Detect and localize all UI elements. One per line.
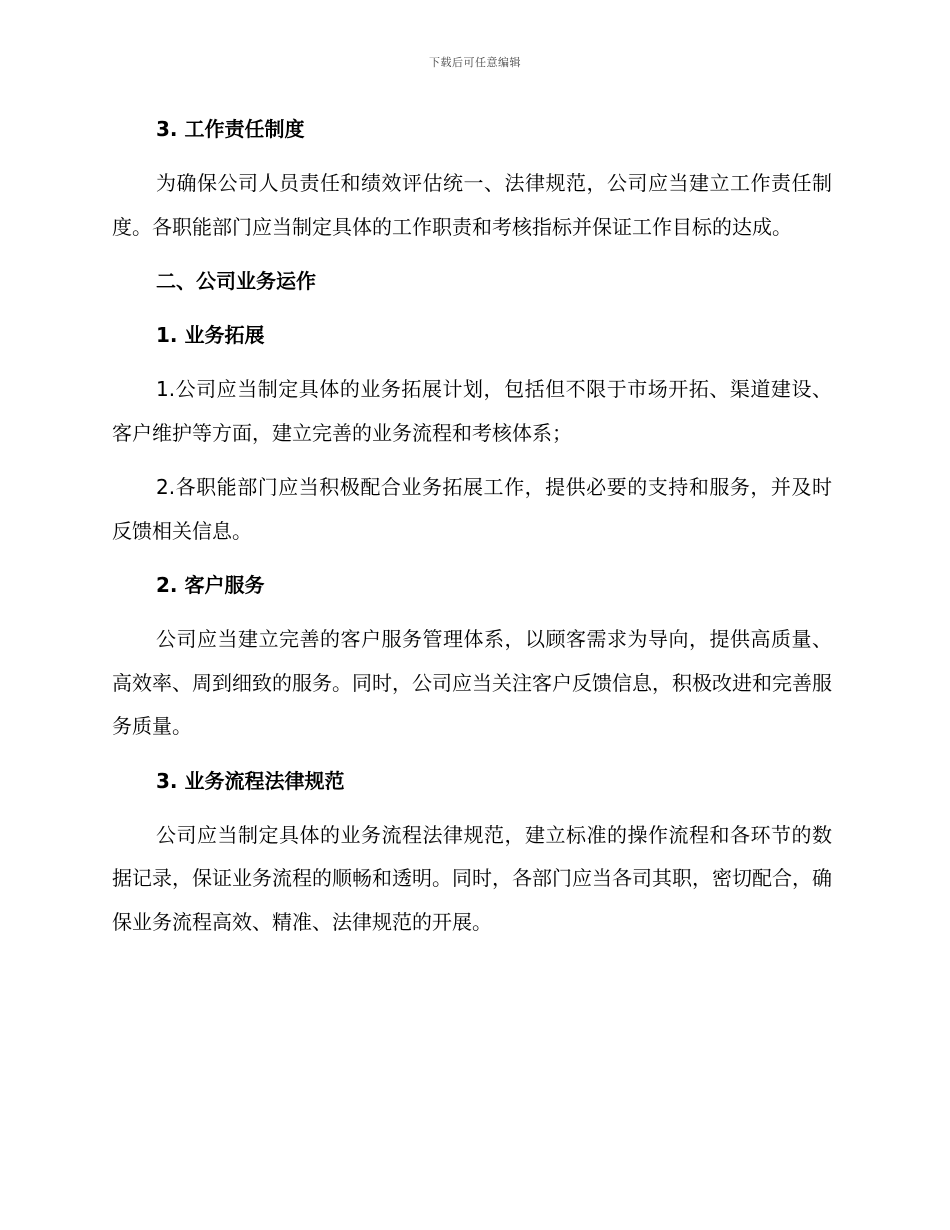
section-heading-business-expansion: 1. 业务拓展 <box>156 323 265 347</box>
document-body <box>112 108 832 955</box>
page-header-note: 下载后可任意编辑 <box>429 56 521 69</box>
section-heading-process-regulation: 3. 业务流程法律规范 <box>156 768 345 793</box>
section-heading-work-responsibility: 3. 工作责任制度 <box>156 117 305 141</box>
paragraph-process-regulation: 公司应当制定具体的业务流程法律规范，建立标准的操作流程和各环节的数据记录，保证业务流程的顺畅和透明。同时，各部门应当各司其职，密切配合，确保业务流程高效、精准、法律规范的开展。 <box>112 822 832 934</box>
paragraph-work-responsibility: 为确保公司人员责任和绩效评估统一、法律规范，公司应当建立工作责任制度。各职能部门应当制定具体的工作职责和考核指标并保证工作目标的达成。 <box>112 171 832 239</box>
paragraph-business-expansion-1: 1.公司应当制定具体的业务拓展计划，包括但不限于市场开拓、渠道建设、客户维护等方面，建立完善的业务流程和考核体系； <box>112 377 832 445</box>
chapter-heading-business-operation: 二、公司业务运作 <box>156 269 316 293</box>
paragraph-customer-service: 公司应当建立完善的客户服务管理体系，以顾客需求为导向，提供高质量、高效率、周到细致的服务。同时，公司应当关注客户反馈信息，积极改进和完善服务质量。 <box>112 627 832 738</box>
section-heading-customer-service: 2. 客户服务 <box>156 573 265 597</box>
paragraph-business-expansion-2: 2.各职能部门应当积极配合业务拓展工作，提供必要的支持和服务，并及时反馈相关信息。 <box>112 475 832 543</box>
